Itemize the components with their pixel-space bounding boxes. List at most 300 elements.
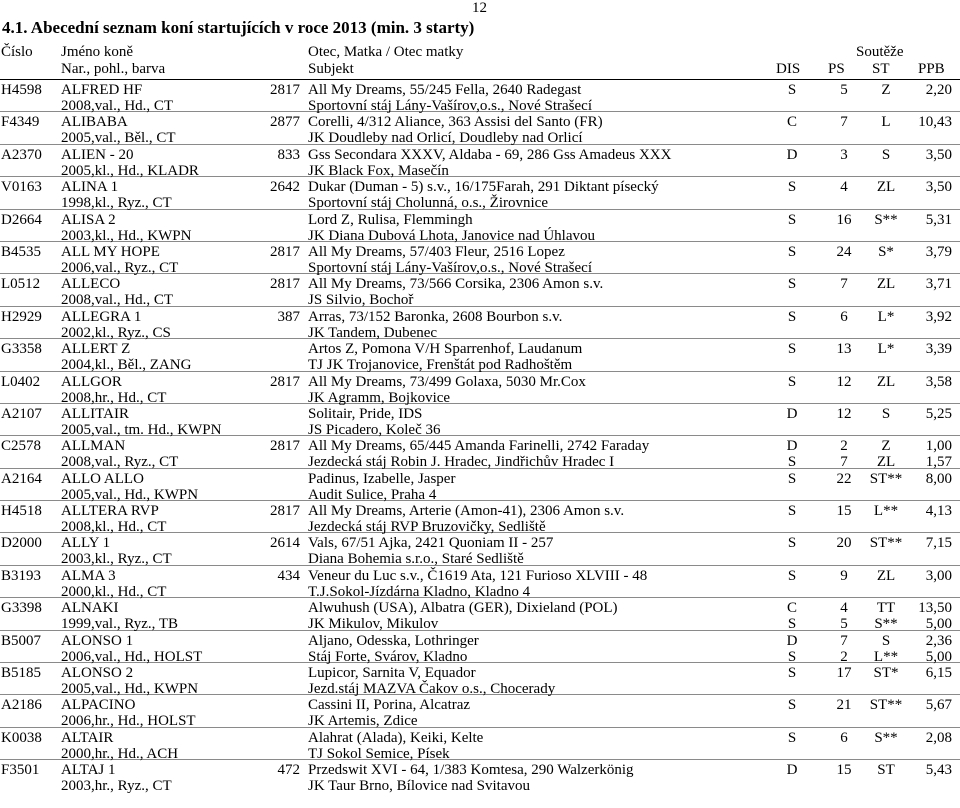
result-dis: D [786,438,798,455]
result-st: ZL [876,567,896,584]
result-dis: S [787,697,797,714]
horse-parents: Vals, 67/51 Ajka, 2421 Quoniam II - 257 [308,535,554,552]
horse-subject: T.J.Sokol-Jízdárna Kladno, Kladno 4 [308,583,531,600]
horse-birth-sex-color: 2003,kl., Hd., KWPN [61,227,192,244]
header-subjekt: Subjekt [308,61,354,77]
sire-number: 833 [277,146,300,163]
result-st: S** [874,211,898,228]
horse-birth-sex-color: 2008,hr., Hd., CT [61,389,167,406]
table-row [0,533,960,568]
horse-subject: JS Picadero, Koleč 36 [308,421,441,438]
horse-name: ALLY 1 [61,535,111,552]
competition-results [770,730,960,746]
horse-list [0,80,960,793]
result-line [770,309,960,325]
horse-code: C2578 [1,438,42,455]
result-ppb: 10,43 [918,114,952,131]
result-ppb: 8,00 [925,470,952,487]
sire-number: 2817 [270,243,300,260]
result-st: L* [877,308,895,325]
horse-name: ALLECO [61,276,121,293]
result-ppb: 2,08 [925,729,952,746]
horse-parents: Cassini II, Porina, Alcatraz [308,697,471,714]
table-row [0,566,960,598]
horse-code: B5185 [1,665,42,682]
horse-birth-sex-color: 2000,kl., Hd., CT [61,583,167,600]
result-dis: S [787,211,797,228]
result-line [770,568,960,584]
horse-parents: Veneur du Luc s.v., Č1619 Ata, 121 Furioso XLVIII - 48 [308,567,648,584]
sire-number: 2817 [270,373,300,390]
horse-name: ALONSO 2 [61,665,134,682]
horse-parents: Lupicor, Sarnita V, Equador [308,665,476,682]
horse-birth-sex-color: 2006,hr., Hd., HOLST [61,713,196,730]
table-row [0,501,960,536]
result-ppb: 1,00 [925,438,952,455]
horse-parents: Gss Secondara XXXV, Aldaba - 69, 286 Gss Amadeus XXX [308,146,672,163]
result-line [770,600,960,616]
result-st: L** [873,503,899,520]
horse-birth-sex-color: 2003,hr., Ryz., CT [61,778,172,795]
competition-results [770,406,960,422]
horse-subject: JK Black Fox, Masečín [308,162,449,179]
result-line [770,665,960,681]
result-st: TT [876,600,896,617]
header-ps: PS [828,61,845,77]
result-dis: D [786,146,798,163]
table-row [0,307,960,339]
result-st: S [881,405,891,422]
result-line [770,633,960,649]
result-line [770,147,960,163]
competition-results [770,503,960,519]
horse-code: B3193 [1,567,42,584]
competition-results [770,471,960,487]
horse-parents: Alwuhush (USA), Albatra (GER), Dixieland (POL) [308,600,618,617]
table-row [0,242,960,274]
result-dis: S [787,729,797,746]
result-line [770,212,960,228]
horse-parents: Padinus, Izabelle, Jasper [308,470,456,487]
table-row [0,372,960,404]
result-line [770,244,960,260]
sire-number: 2817 [270,82,300,98]
horse-subject: JK Artemis, Zdice [308,713,418,730]
horse-parents: Corelli, 4/312 Aliance, 363 Assisi del Santo (FR) [308,114,603,131]
result-ps: 22 [836,470,852,487]
competition-results [770,82,960,98]
horse-parents: Dukar (Duman - 5) s.v., 16/175Farah, 291 Diktant písecký [308,179,659,196]
result-line [770,762,960,778]
horse-birth-sex-color: 2005,val., Hd., KWPN [61,486,199,503]
horse-subject: Sportovní stáj Cholunná, o.s., Žirovnice [308,195,548,212]
horse-code: A2370 [1,146,42,163]
competition-results [770,697,960,713]
result-dis: S [787,243,797,260]
horse-parents: Aljano, Odesska, Lothringer [308,632,479,649]
competition-results [770,114,960,130]
table-row [0,274,960,309]
result-line [770,82,960,98]
result-st: ST** [869,470,903,487]
sire-number: 2642 [270,179,300,196]
horse-birth-sex-color: 2006,val., Ryz., CT [61,259,179,276]
competition-results [770,309,960,325]
result-st: S [881,146,891,163]
horse-subject: JK Taur Brno, Bílovice nad Svitavou [308,778,530,795]
horse-code: D2664 [1,211,42,228]
result-dis: S [787,567,797,584]
horse-birth-sex-color: 2000,hr., Hd., ACH [61,745,179,762]
horse-parents: Alahrat (Alada), Keiki, Kelte [308,729,484,746]
horse-birth-sex-color: 2008,val., Ryz., CT [61,454,179,471]
result-st: ZL [876,373,896,390]
table-row [0,728,960,760]
sire-number: 434 [277,567,300,584]
horse-parents: All My Dreams, 73/566 Corsika, 2306 Amon s.v. [308,276,604,293]
horse-name: ALLGOR [61,373,122,390]
result-ps: 6 [840,308,848,325]
horse-name: ALINA 1 [61,179,119,196]
result-ps: 21 [836,697,852,714]
horse-birth-sex-color: 1998,kl., Ryz., CT [61,195,172,212]
result-ppb: 5,25 [925,405,952,422]
result-ps: 13 [836,341,852,358]
header-otec: Otec, Matka / Otec matky [308,44,464,60]
horse-parents: Solitair, Pride, IDS [308,405,423,422]
horse-birth-sex-color: 2002,kl., Ryz., CS [61,324,171,341]
result-ps: 12 [836,373,852,390]
table-row [0,177,960,212]
horse-name: ALFRED HF [61,82,143,98]
table-row [0,695,960,730]
competition-results [770,535,960,551]
result-dis: S [787,276,797,293]
horse-name: ALPACINO [61,697,136,714]
result-ppb: 3,39 [925,341,952,358]
horse-name: ALLTERA RVP [61,503,159,520]
competition-results [770,179,960,195]
result-ps: 3 [840,146,848,163]
competition-results [770,374,960,390]
result-ps: 15 [836,503,852,520]
competition-results [770,762,960,778]
result-st: L [881,114,891,131]
sire-number: 2817 [270,276,300,293]
result-st: L** [873,648,899,665]
result-dis: S [787,648,797,665]
horse-subject: TJ JK Trojanovice, Frenštát pod Radhoštěm [308,357,573,374]
table-row [0,339,960,374]
horse-subject: Jezdecká stáj Robin J. Hradec, Jindřichův Hradec I [308,454,615,471]
horse-name: ALTAIR [61,729,114,746]
horse-birth-sex-color: 2005,kl., Hd., KLADR [61,162,199,179]
result-ppb: 13,50 [918,600,952,617]
result-st: ZL [876,454,896,471]
header-cislo: Číslo [1,44,33,60]
result-dis: C [786,600,797,617]
result-ppb: 5,67 [925,697,952,714]
result-ps: 24 [836,243,852,260]
result-ppb: 3,58 [925,373,952,390]
table-row [0,210,960,242]
horse-name: ALLERT Z [61,341,131,358]
horse-subject: JK Mikulov, Mikulov [308,616,439,633]
header-soutez: Soutěže [856,44,904,60]
competition-results [770,438,960,470]
horse-parents: Arras, 73/152 Baronka, 2608 Bourbon s.v. [308,308,563,325]
horse-name: ALLEGRA 1 [61,308,142,325]
horse-birth-sex-color: 2008,val., Hd., CT [61,292,174,309]
result-ppb: 2,36 [925,632,952,649]
result-ps: 9 [840,567,848,584]
page-number: 12 [472,0,487,16]
competition-results [770,633,960,665]
horse-birth-sex-color: 2005,val., tm. Hd., KWPN [61,421,222,438]
table-row [0,760,960,795]
result-ppb: 3,50 [925,146,952,163]
sire-number: 2817 [270,503,300,520]
horse-subject: JK Diana Dubová Lhota, Janovice nad Úhlavou [308,227,596,244]
result-dis: S [787,503,797,520]
horse-code: A2164 [1,470,42,487]
horse-name: ALIEN - 20 [61,146,134,163]
result-ps: 5 [840,616,848,633]
horse-subject: JK Agramm, Bojkovice [308,389,451,406]
result-ps: 6 [840,729,848,746]
result-ps: 4 [840,179,848,196]
result-ps: 7 [840,114,848,131]
result-dis: D [786,405,798,422]
result-st: S** [874,729,898,746]
horse-code: L0512 [1,276,41,293]
result-ppb: 6,15 [925,665,952,682]
result-ppb: 3,71 [925,276,952,293]
sire-number: 2614 [270,535,300,552]
result-ps: 2 [840,648,848,665]
result-st: S* [878,243,894,260]
competition-results [770,600,960,632]
result-ps: 20 [836,535,852,552]
horse-name: ALL MY HOPE [61,243,160,260]
result-ps: 7 [840,276,848,293]
result-line [770,730,960,746]
horse-name: ALONSO 1 [61,632,134,649]
horse-code: A2107 [1,405,42,422]
result-line [770,697,960,713]
result-line [770,374,960,390]
result-ppb: 3,92 [925,308,952,325]
horse-code: A2186 [1,697,42,714]
result-ppb: 5,43 [925,762,952,779]
horse-birth-sex-color: 2008,val., Hd., CT [61,98,174,114]
horse-birth-sex-color: 2004,kl., Běl., ZANG [61,357,192,374]
horse-subject: Sportovní stáj Lány-Vašírov,o.s., Nové Strašecí [308,259,592,276]
result-dis: S [787,179,797,196]
table-row [0,112,960,147]
result-ppb: 2,20 [925,82,952,98]
competition-results [770,341,960,357]
result-ps: 16 [836,211,852,228]
horse-code: B5007 [1,632,42,649]
horse-code: H4598 [1,82,42,98]
horse-code: F3501 [1,762,40,779]
horse-parents: Lord Z, Rulisa, Flemmingh [308,211,473,228]
result-dis: S [787,616,797,633]
horse-subject: Stáj Forte, Svárov, Kladno [308,648,468,665]
horse-parents: Artos Z, Pomona V/H Sparrenhof, Laudanum [308,341,583,358]
competition-results [770,665,960,681]
result-ps: 2 [840,438,848,455]
horse-parents: All My Dreams, 65/445 Amanda Farinelli, 2742 Faraday [308,438,650,455]
horse-subject: Diana Bohemia s.r.o., Staré Sedliště [308,551,524,568]
horse-birth-sex-color: 2003,kl., Ryz., CT [61,551,172,568]
result-line [770,276,960,292]
result-st: S** [874,616,898,633]
result-ps: 12 [836,405,852,422]
table-row [0,436,960,471]
horse-name: ALMA 3 [61,567,116,584]
result-st: Z [881,82,891,98]
result-st: Z [881,438,891,455]
horse-parents: All My Dreams, 57/403 Fleur, 2516 Lopez [308,243,565,260]
horse-subject: Sportovní stáj Lány-Vašírov,o.s., Nové Strašecí [308,98,592,114]
horse-code: G3358 [1,341,42,358]
result-ppb: 7,15 [925,535,952,552]
table-row [0,80,960,112]
competition-results [770,147,960,163]
header-nar: Nar., pohl., barva [61,61,166,77]
horse-code: K0038 [1,729,42,746]
table-row [0,598,960,633]
competition-results [770,276,960,292]
table-row [0,404,960,436]
result-dis: S [787,82,797,98]
table-row [0,663,960,698]
horse-birth-sex-color: 2005,val., Hd., KWPN [61,681,199,698]
horse-birth-sex-color: 2005,val., Běl., CT [61,130,176,147]
horse-parents: Przedswit XVI - 64, 1/383 Komtesa, 290 Walzerkönig [308,762,634,779]
result-st: L* [877,341,895,358]
result-line [770,535,960,551]
result-dis: S [787,470,797,487]
horse-subject: JK Tandem, Dubenec [308,324,438,341]
result-dis: S [787,373,797,390]
result-ps: 7 [840,454,848,471]
sire-number: 387 [277,308,300,325]
competition-results [770,212,960,228]
result-st: ST [877,762,895,779]
horse-birth-sex-color: 2008,kl., Hd., CT [61,519,167,536]
result-ppb: 1,57 [925,454,952,471]
horse-subject: JK Doudleby nad Orlicí, Doudleby nad Orlicí [308,130,583,147]
horse-name: ALIBABA [61,114,128,131]
result-ppb: 3,00 [925,567,952,584]
competition-results [770,244,960,260]
sire-number: 2817 [270,438,300,455]
horse-birth-sex-color: 2006,val., Hd., HOLST [61,648,203,665]
result-st: ZL [876,276,896,293]
horse-parents: All My Dreams, 73/499 Golaxa, 5030 Mr.Cox [308,373,586,390]
result-st: S [881,632,891,649]
result-st: ST** [869,697,903,714]
header-ppb: PPB [918,61,945,77]
result-dis: S [787,665,797,682]
horse-name: ALLO ALLO [61,470,144,487]
result-dis: D [786,762,798,779]
horse-code: G3398 [1,600,42,617]
horse-code: H2929 [1,308,42,325]
result-ppb: 5,00 [925,616,952,633]
result-st: ZL [876,179,896,196]
horse-subject: TJ Sokol Semice, Písek [308,745,450,762]
table-row [0,469,960,501]
result-dis: S [787,535,797,552]
horse-name: ALTAJ 1 [61,762,116,779]
horse-code: V0163 [1,179,42,196]
result-st: ST** [869,535,903,552]
result-line [770,406,960,422]
result-ps: 17 [836,665,852,682]
table-row [0,145,960,177]
result-line [770,341,960,357]
horse-code: D2000 [1,535,42,552]
header-st: ST [872,61,890,77]
horse-code: H4518 [1,503,42,520]
result-line [770,114,960,130]
result-st: ST* [873,665,899,682]
horse-name: ALLMAN [61,438,126,455]
page-title: 4.1. Abecední seznam koní startujících v roce 2013 (min. 3 starty) [2,18,475,37]
result-dis: S [787,308,797,325]
result-dis: C [786,114,797,131]
result-line [770,438,960,454]
result-ppb: 3,79 [925,243,952,260]
result-dis: S [787,454,797,471]
horse-subject: Jezd.stáj MAZVA Čakov o.s., Chocerady [308,681,556,698]
horse-parents: All My Dreams, Arterie (Amon-41), 2306 Amon s.v. [308,503,625,520]
result-dis: S [787,341,797,358]
result-ppb: 3,50 [925,179,952,196]
result-ps: 15 [836,762,852,779]
result-dis: D [786,632,798,649]
result-line [770,471,960,487]
sire-number: 2877 [270,114,300,131]
sire-number: 472 [277,762,300,779]
header-dis: DIS [776,61,801,77]
horse-code: F4349 [1,114,40,131]
result-ps: 7 [840,632,848,649]
result-ps: 5 [840,82,848,98]
horse-subject: Audit Sulice, Praha 4 [308,486,437,503]
result-ppb: 5,00 [925,648,952,665]
horse-code: L0402 [1,373,41,390]
horse-name: ALISA 2 [61,211,116,228]
result-ps: 4 [840,600,848,617]
horse-birth-sex-color: 1999,val., Ryz., TB [61,616,179,633]
horse-parents: All My Dreams, 55/245 Fella, 2640 Radegast [308,82,582,98]
header-jmeno: Jméno koně [61,44,134,60]
result-ppb: 4,13 [925,503,952,520]
horse-name: ALLITAIR [61,405,129,422]
table-row [0,631,960,663]
result-line [770,503,960,519]
horse-subject: Jezdecká stáj RVP Bruzovičky, Sedliště [308,519,546,536]
result-ppb: 5,31 [925,211,952,228]
horse-code: B4535 [1,243,42,260]
competition-results [770,568,960,584]
horse-subject: JS Silvio, Bochoř [308,292,414,309]
